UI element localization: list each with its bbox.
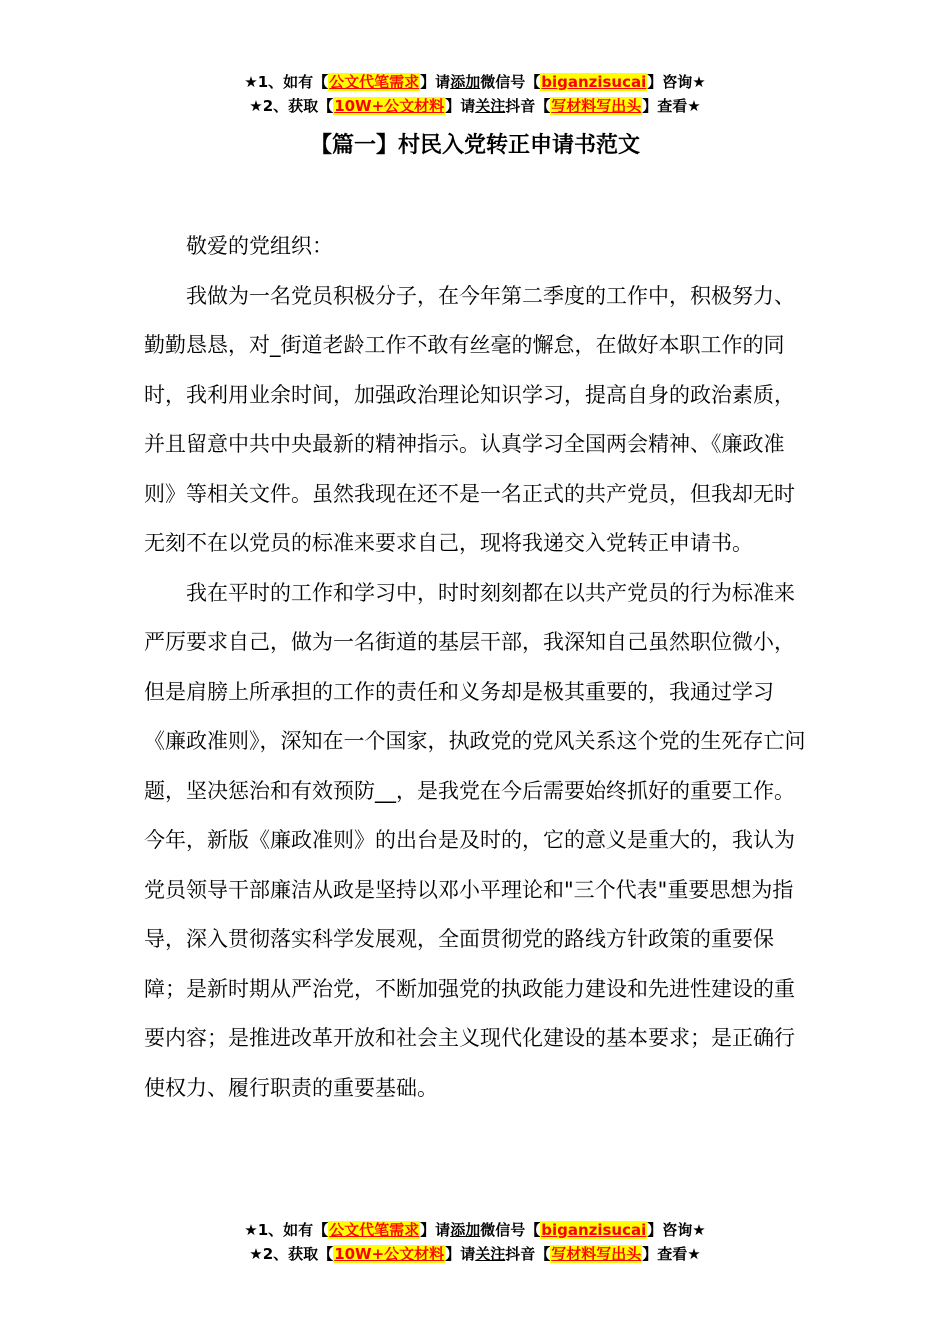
- banner-text: 微信号【: [480, 1221, 541, 1239]
- banner-underlined: 关注: [475, 1245, 506, 1263]
- banner-highlight: 写材料写出头: [551, 1245, 642, 1263]
- banner-text: 】请: [445, 97, 476, 115]
- document-body: [144, 222, 806, 1113]
- salutation: 敬爱的党组织：: [186, 234, 333, 258]
- banner-text: ★2、获取【: [249, 1245, 334, 1263]
- top-banner: [0, 70, 950, 118]
- bottom-banner: [0, 1218, 950, 1266]
- banner-line-1: [0, 70, 950, 94]
- banner-text: 】请: [445, 1245, 476, 1263]
- paragraph: 我在平时的工作和学习中，时时刻刻都在以共产党员的行为标准来严厉要求自己，做为一名街道的基层干部，我深知自己虽然职位微小，但是肩膀上所承担的工作的责任和义务却是极其重要的，我通过学习《廉政准则》，深知在一个国家，执政党的党风关系这个党的生死存亡问题，坚决惩治和有效预防__，是我党在今后需要始终抓好的重要工作。今年，新版《廉政准则》的出台是及时的，它的意义是重大的，我认为党员领导干部廉洁从政是坚持以邓小平理论和"三个代表"重要思想为指导，深入贯彻落实科学发展观，全面贯彻党的路线方针政策的重要保障；是新时期从严治党，不断加强党的执政能力建设和先进性建设的重要内容；是推进改革开放和社会主义现代化建设的基本要求；是正确行使权力、履行职责的重要基础。: [144, 580, 806, 1100]
- banner-highlight: biganzisucai: [541, 73, 647, 91]
- banner-text: ★1、如有【: [244, 1221, 329, 1239]
- document-title: 【篇一】村民入党转正申请书范文: [309, 133, 640, 158]
- banner-text: 】查看★: [642, 97, 701, 115]
- banner-highlight: 10W+公文材料: [334, 1245, 445, 1263]
- banner-highlight: 10W+公文材料: [334, 97, 445, 115]
- banner-line-1: [0, 1218, 950, 1242]
- banner-highlight: 公文代笔需求: [329, 73, 420, 91]
- banner-underlined: 添加: [450, 73, 481, 91]
- banner-text: 】咨询★: [647, 73, 706, 91]
- banner-text: ★1、如有【: [244, 73, 329, 91]
- banner-text: 】咨询★: [647, 1221, 706, 1239]
- banner-text: 微信号【: [480, 73, 541, 91]
- banner-text: ★2、获取【: [249, 97, 334, 115]
- banner-line-2: [0, 94, 950, 118]
- banner-highlight: biganzisucai: [541, 1221, 647, 1239]
- banner-text: 】请: [420, 1221, 451, 1239]
- paragraph: 我做为一名党员积极分子，在今年第二季度的工作中，积极努力、勤勤恳恳，对_街道老龄工作不敢有丝毫的懈怠，在做好本职工作的同时，我利用业余时间，加强政治理论知识学习，提高自身的政治素质，并且留意中共中央最新的精神指示。认真学习全国两会精神、《廉政准则》等相关文件。虽然我现在还不是一名正式的共产党员，但我却无时无刻不在以党员的标准来要求自己，现将我递交入党转正申请书。: [144, 283, 795, 555]
- banner-underlined: 添加: [450, 1221, 481, 1239]
- banner-text: 抖音【: [505, 97, 551, 115]
- banner-text: 】请: [420, 73, 451, 91]
- banner-line-2: [0, 1242, 950, 1266]
- banner-text: 抖音【: [505, 1245, 551, 1263]
- banner-underlined: 关注: [475, 97, 506, 115]
- banner-highlight: 写材料写出头: [551, 97, 642, 115]
- banner-highlight: 公文代笔需求: [329, 1221, 420, 1239]
- banner-text: 】查看★: [642, 1245, 701, 1263]
